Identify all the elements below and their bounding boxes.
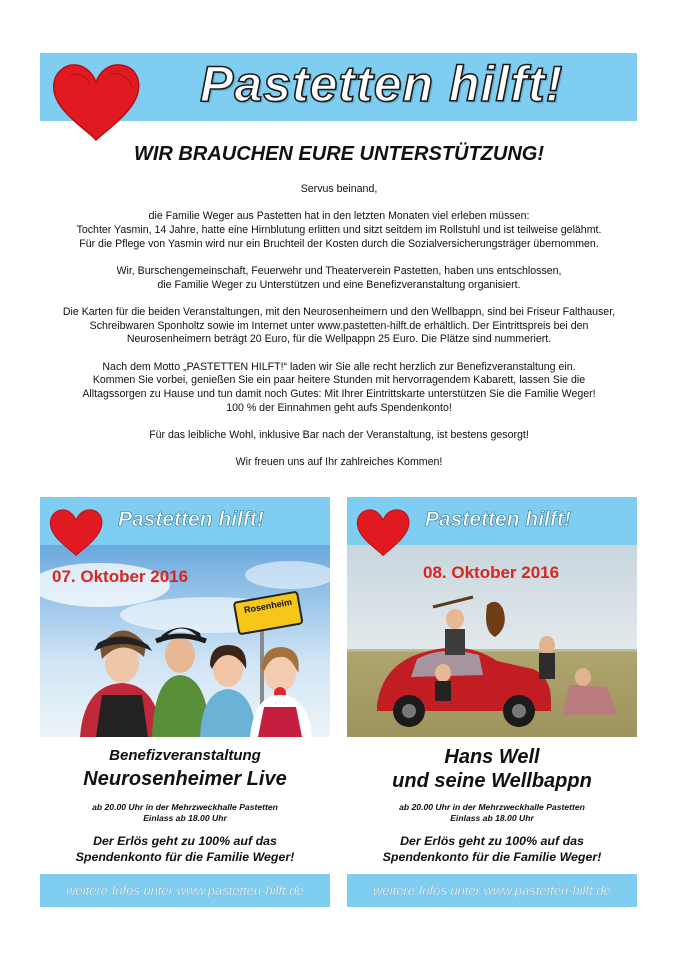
event-proceeds: Der Erlös geht zu 100% auf das Spendenkonto für die Familie Weger!	[75, 834, 295, 864]
card-footer-link[interactable]: weitere Infos unter www.pastetten-hilft.de	[40, 874, 330, 907]
card-banner-title: Pastetten hilft!	[118, 508, 264, 531]
letter-body	[36, 183, 642, 484]
paragraph-5: Für das leibliche Wohl, inklusive Bar nach der Veranstaltung, ist bestens gesorgt!	[149, 429, 529, 442]
paragraph-3: Die Karten für die beiden Veranstaltungen, mit den Neurosenheimern und den Wellbappn, sind bei Friseur Falthauser, Schreibwaren Sponholtz sowie im Internet unter www.pastetten-hilft.de erhältlich. Der Eintrittspreis bei den Neurosenheimern beträgt 20 Euro, für die Wellpappn 25 Euro. Die Plätze sind nummeriert.	[62, 306, 616, 346]
page-title: Pastetten hilft!	[200, 56, 564, 112]
heart-icon	[355, 507, 411, 559]
event-photo-wellbappn	[347, 545, 637, 737]
event-photo-neurosenheimer	[40, 545, 330, 737]
paragraph-2: Wir, Burschengemeinschaft, Feuerwehr und Theaterverein Pastetten, haben uns entschlossen, die Familie Weger zu Unterstützen und eine Benefizveranstaltung organisiert.	[116, 265, 562, 291]
event-time-info: ab 20.00 Uhr in der Mehrzweckhalle Pastetten Einlass ab 18.00 Uhr	[92, 802, 278, 823]
event-title: Hans Well und seine Wellbappn	[392, 746, 592, 792]
heart-icon	[48, 507, 104, 559]
event-date: 07. Oktober 2016	[52, 567, 189, 586]
paragraph-1: die Familie Weger aus Pastetten hat in den letzten Monaten viel erleben müssen: Tochter Yasmin, 14 Jahre, hatte eine Hirnblutung erlitten und sitzt seitdem im Rollstuhl und ist teilweise gelähmt. Für die Pflege von Yasmin wird nur ein Bruchteil der Kosten durch die Sozialversicherungsträger übernommen.	[76, 210, 602, 250]
event-title: Neurosenheimer Live	[83, 768, 287, 790]
event-card-neurosenheimer	[40, 497, 330, 909]
event-proceeds: Der Erlös geht zu 100% auf das Spendenkonto für die Familie Weger!	[382, 834, 602, 864]
paragraph-4: Nach dem Motto „PASTETTEN HILFT!“ laden wir Sie alle recht herzlich zur Benefizveranstaltung ein. Kommen Sie vorbei, genießen Sie ein paar heitere Stunden mit hervorragendem Kabarett, lassen Sie die Alltagssorgen zu Hause und tun damit noch Gutes: Mit Ihrer Eintrittskarte unterstützen Sie die Familie Weger! 100 % der Einnahmen geht aufs Spendenkonto!	[82, 360, 596, 414]
card-banner-title: Pastetten hilft!	[425, 508, 571, 531]
sign-label: Rosenheim	[243, 596, 293, 616]
headline: WIR BRAUCHEN EURE UNTERSTÜTZUNG!	[134, 143, 544, 165]
heart-icon	[50, 62, 142, 144]
card-footer-link[interactable]: weitere Infos unter www.pastetten-hilft.de	[347, 874, 637, 907]
event-date: 08. Oktober 2016	[423, 563, 560, 582]
greeting: Servus beinand,	[300, 183, 378, 195]
event-time-info: ab 20.00 Uhr in der Mehrzweckhalle Pastetten Einlass ab 18.00 Uhr	[399, 802, 585, 823]
event-subtitle: Benefizveranstaltung	[109, 747, 261, 764]
paragraph-6: Wir freuen uns auf Ihr zahlreiches Kommen!	[235, 456, 443, 469]
event-card-wellbappn	[347, 497, 637, 909]
